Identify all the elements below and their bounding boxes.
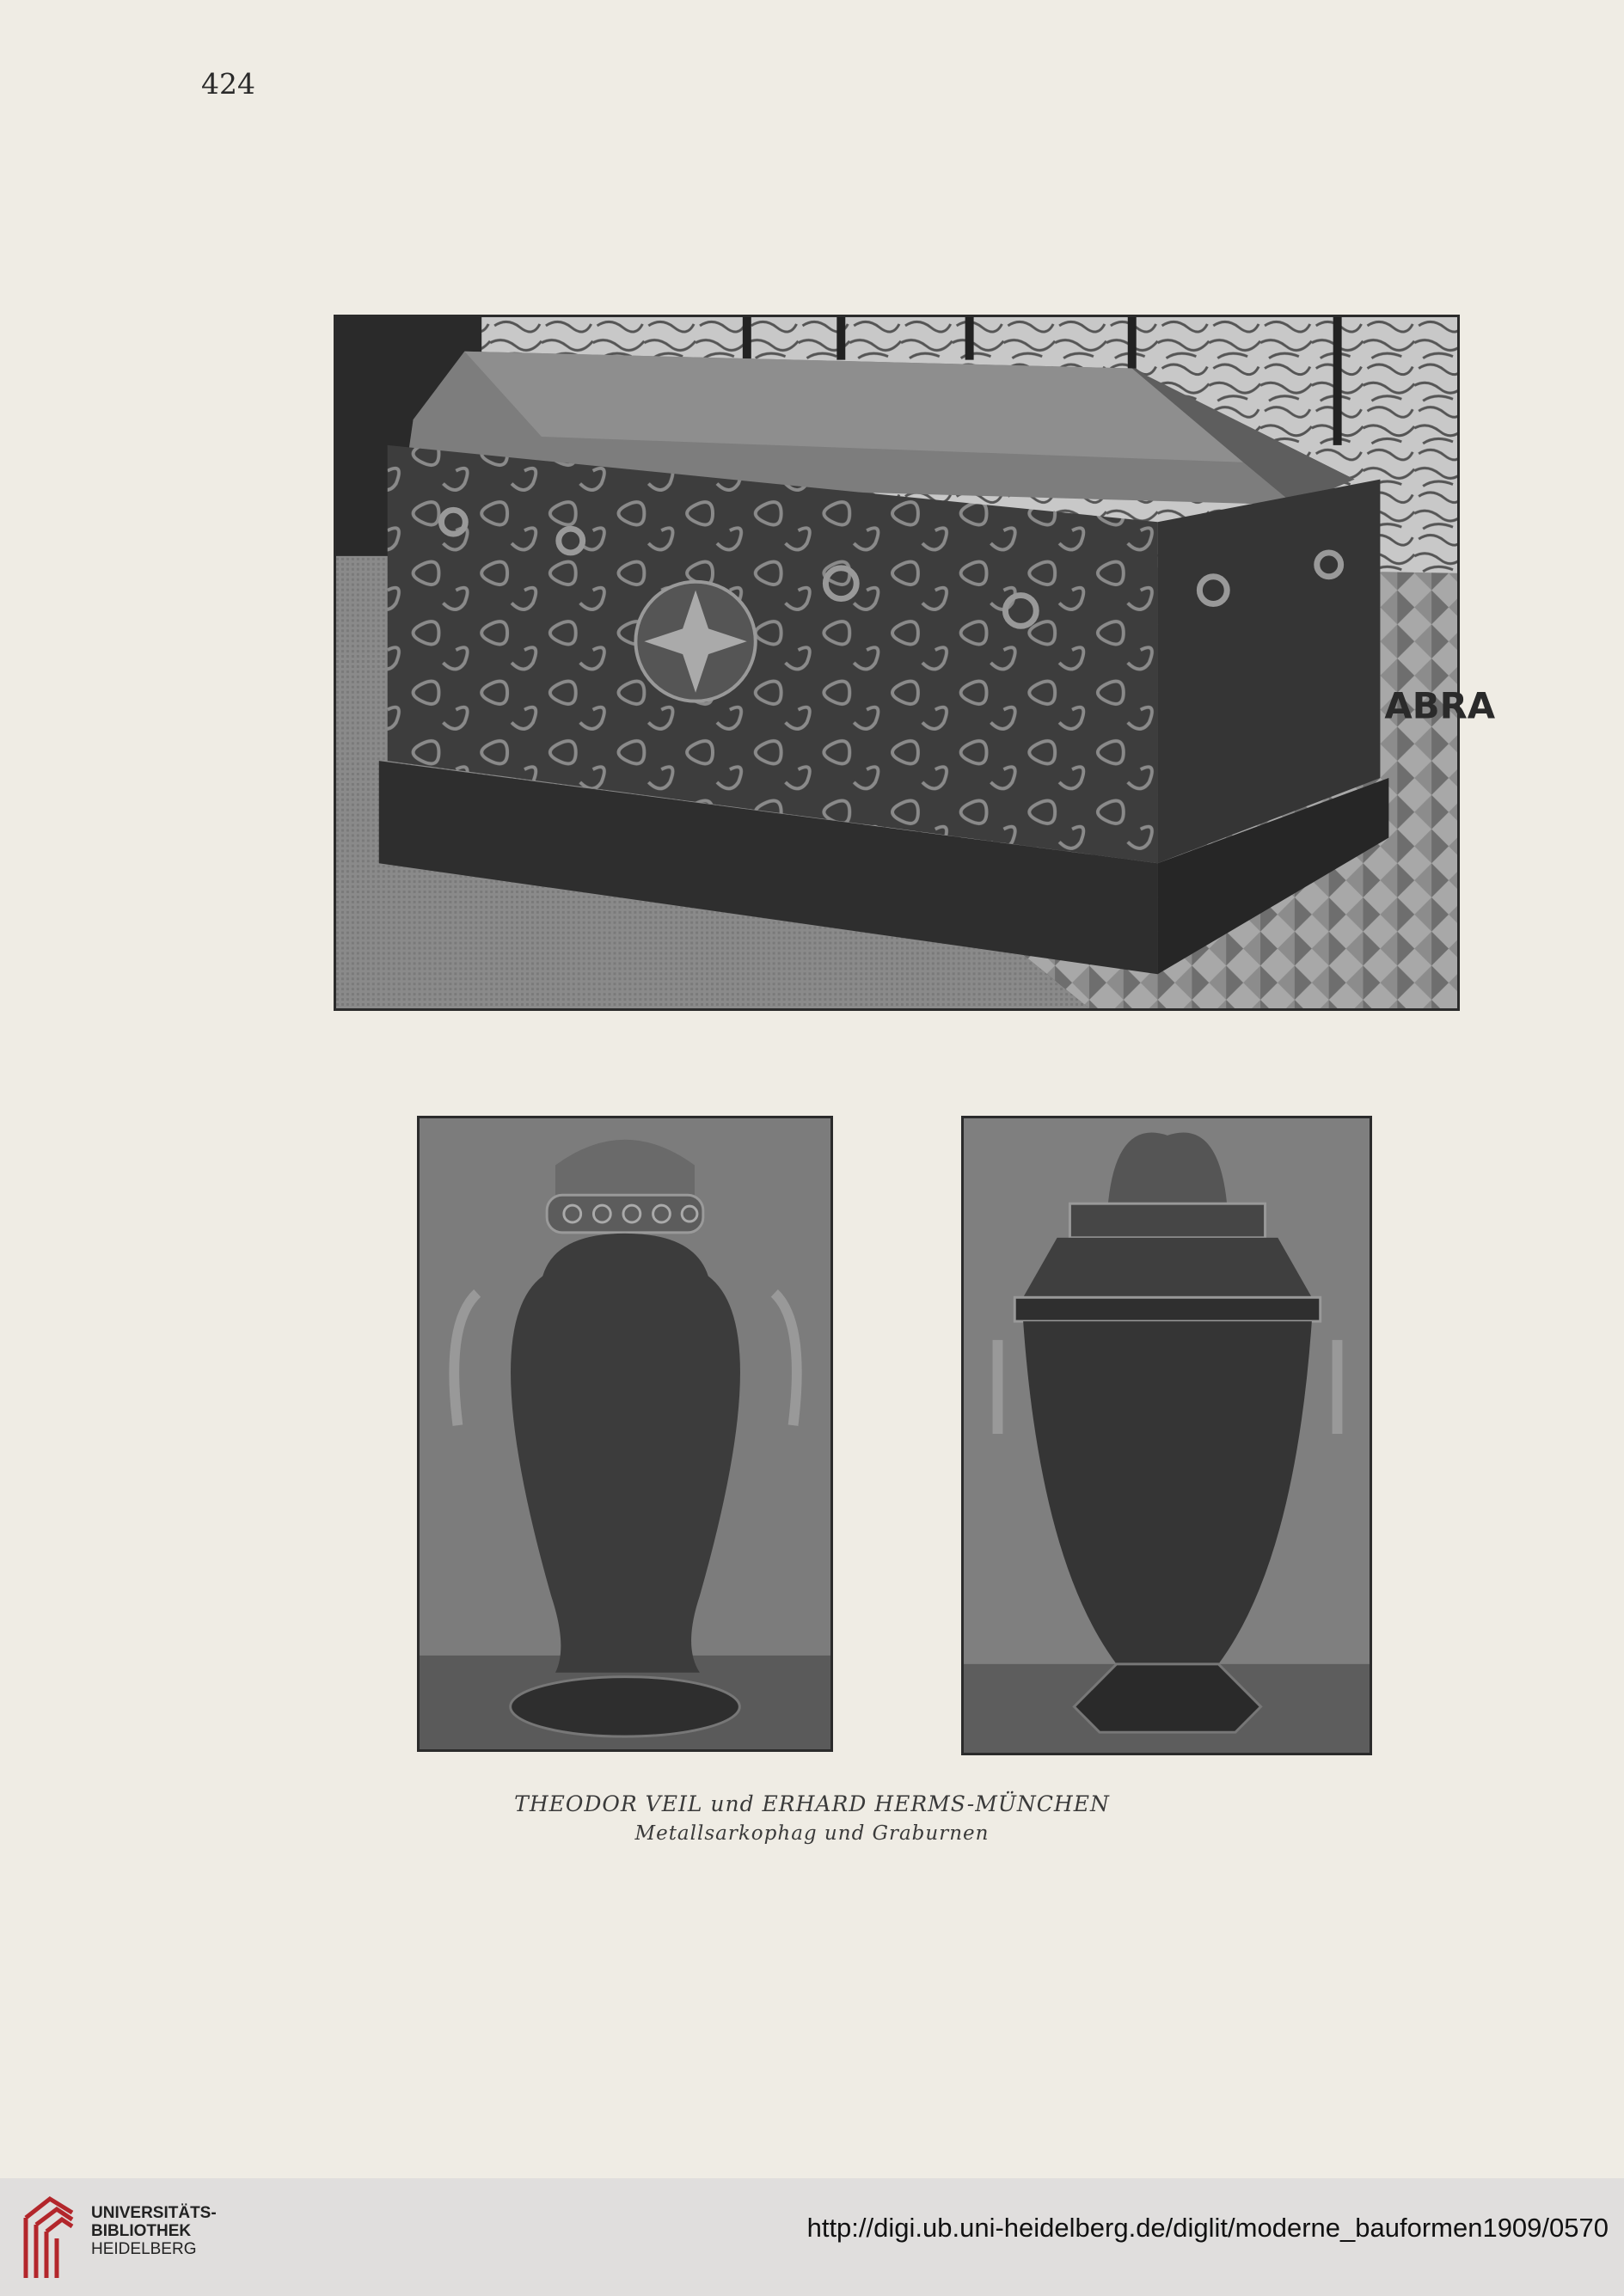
permalink-url[interactable]: http://digi.ub.uni-heidelberg.de/diglit/moderne_bauformen1909/0570 xyxy=(806,2213,1609,2243)
sarcophagus-photo xyxy=(334,315,1496,1011)
library-footer xyxy=(0,2178,1624,2296)
inscription-text: ABRA xyxy=(1384,684,1496,727)
library-name-line3: HEIDELBERG xyxy=(91,2240,197,2258)
round-urn-photo xyxy=(417,1116,833,1752)
plate-credit-caption: THEODOR VEIL und ERHARD HERMS-MÜNCHEN xyxy=(514,1791,1110,1816)
library-name-line1: UNIVERSITÄTS- xyxy=(91,2204,217,2222)
plate-title-caption: Metallsarkophag und Graburnen xyxy=(634,1822,990,1845)
library-name xyxy=(91,2204,217,2258)
faceted-urn-photo xyxy=(961,1116,1372,1755)
library-name-line2: BIBLIOTHEK xyxy=(91,2222,192,2240)
library-logo-icon xyxy=(17,2194,79,2281)
page-number: 424 xyxy=(201,67,255,101)
